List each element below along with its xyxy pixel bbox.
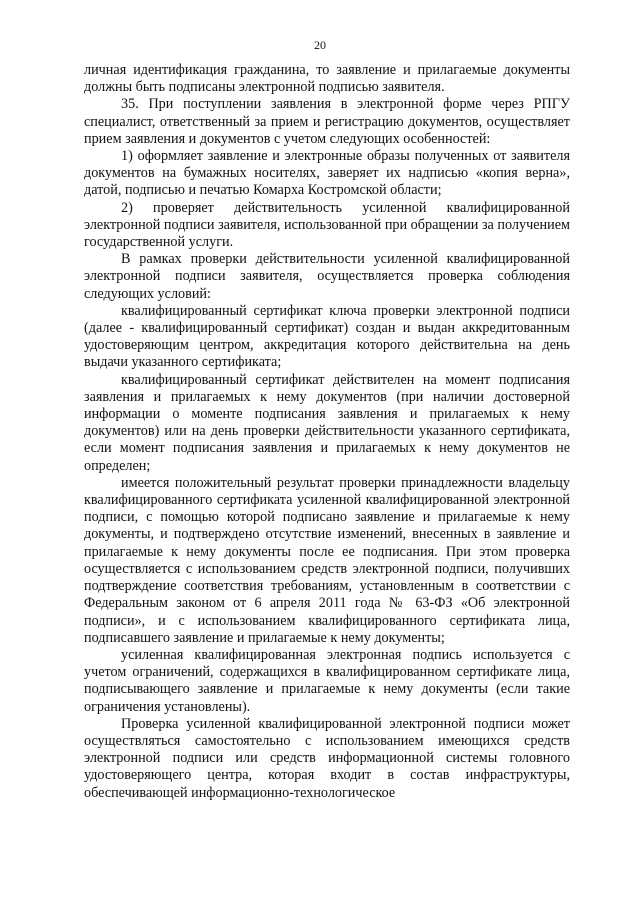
paragraph-8: имеется положительный результат проверки принадлежности владельцу квалифицированного сертификата усиленной квалифицированной электронной подписи, с помощью которой подписано заявление и прилагаемые к нему документы, и подтверждено отсутствие изменений, внесенных в заявление и прилагаемые к нему документы после ее подписания. При этом проверка осуществляется с использованием средств электронной подписи, получивших подтверждение соответствия требованиям, установленным в соответствии с Федеральным законом от 6 апреля 2011 года № 63-ФЗ «Об электронной подписи», и с использованием квалифицированного сертификата лица, подписавшего заявление и прилагаемые к нему документы; [84, 474, 570, 646]
paragraph-10: Проверка усиленной квалифицированной электронной подписи может осуществляться самостоятельно с использованием имеющихся средств электронной подписи или средств информационной системы головного удостоверяющего центра, которая входит в состав инфраструктуры, обеспечивающей информационно-технологическое [84, 715, 570, 801]
paragraph-3: 1) оформляет заявление и электронные образы полученных от заявителя документов на бумажных носителях, заверяет их надписью «копия верна», датой, подписью и печатью Комарха Костромской области; [84, 148, 570, 199]
paragraph-9: усиленная квалифицированная электронная подпись используется с учетом ограничений, содержащихся в квалифицированном сертификате лица, подписывающего заявление и прилагаемые к нему документы (если такие ограничения установлены). [84, 646, 570, 715]
document-body [84, 62, 570, 802]
paragraph-1: личная идентификация гражданина, то заявление и прилагаемые документы должны быть подписаны электронной подписью заявителя. [84, 62, 570, 96]
paragraph-7: квалифицированный сертификат действителен на момент подписания заявления и прилагаемых к нему документов (при наличии достоверной информации о моменте подписания заявления и прилагаемых к нему документов) или на день проверки действительности указанного сертификата, если момент подписания заявления и прилагаемых к нему документов не определен; [84, 371, 570, 474]
paragraph-2: 35. При поступлении заявления в электронной форме через РПГУ специалист, ответственный за прием и регистрацию документов, осуществляет прием заявления и документов с учетом следующих особенностей: [84, 96, 570, 147]
paragraph-6: квалифицированный сертификат ключа проверки электронной подписи (далее - квалифицированный сертификат) создан и выдан аккредитованным удостоверяющим центром, аккредитация которого действительна на день выдачи указанного сертификата; [84, 302, 570, 371]
paragraph-4: 2) проверяет действительность усиленной квалифицированной электронной подписи заявителя, использованной при обращении за получением государственной услуги. [84, 199, 570, 251]
paragraph-5: В рамках проверки действительности усиленной квалифицированной электронной подписи заявителя, осуществляется проверка соблюдения следующих условий: [84, 251, 570, 302]
page-number: 20 [314, 38, 326, 52]
